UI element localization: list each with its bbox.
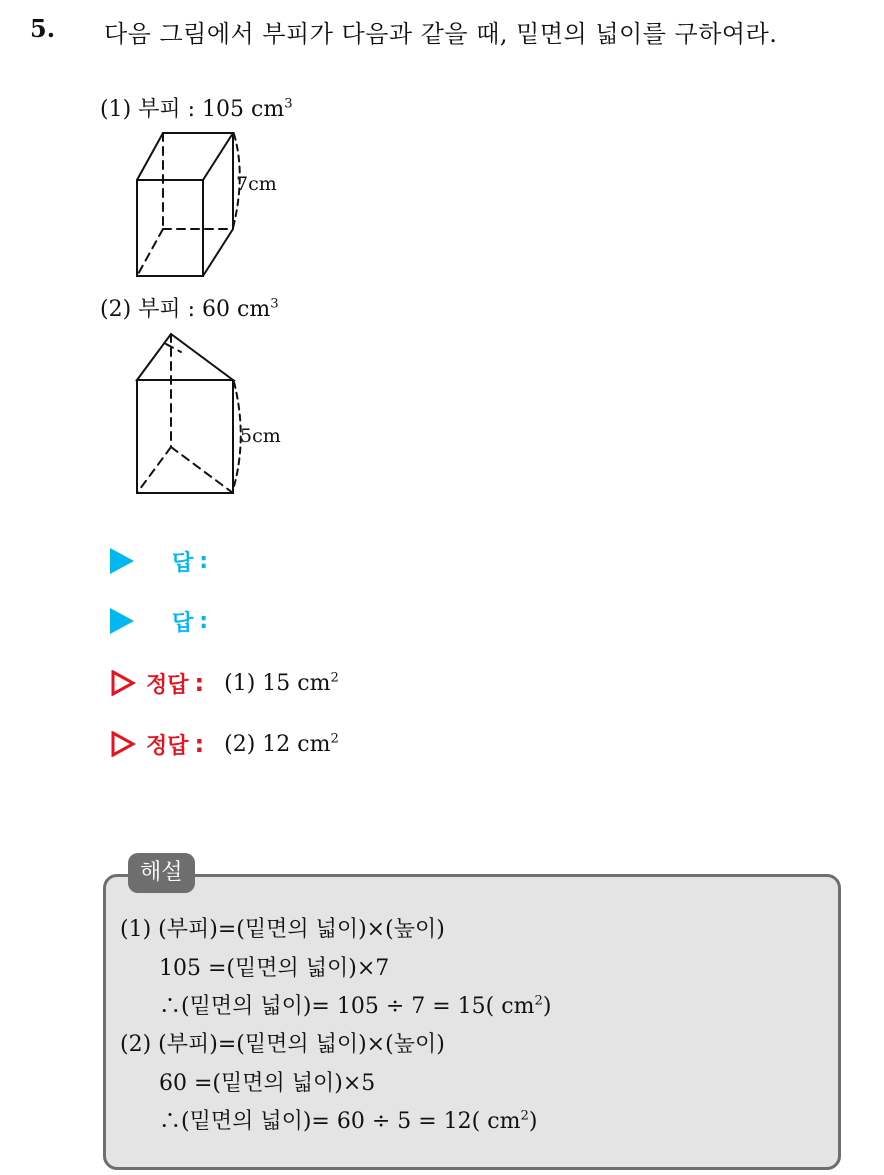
- answer-label: 답: [172, 610, 194, 636]
- outline-arrow-icon: [110, 731, 136, 757]
- solution-line: ∴(밑면의 넓이)= 60 ÷ 5 = 12( $cm^2$): [159, 1108, 538, 1134]
- solution-title: 해설: [128, 853, 195, 893]
- play-arrow-icon: [110, 608, 134, 634]
- correct-answer-1: [110, 666, 339, 700]
- correct-answer-value: (2) 12 $cm^2$: [224, 730, 339, 757]
- question-text: 다음 그림에서 부피가 다음과 같을 때, 밑면의 넓이를 구하여라.: [104, 20, 778, 48]
- prism-height-label: 5cm: [240, 425, 281, 447]
- subquestion-2-label: (2) 부피 : 60 $cm^3$: [100, 296, 279, 322]
- outline-arrow-icon: [110, 670, 136, 696]
- answer-colon: :: [199, 608, 209, 634]
- answer-colon: :: [199, 548, 209, 574]
- answer-label: 답: [172, 550, 194, 576]
- correct-answer-label: 정답: [146, 733, 189, 759]
- question-number: 5.: [30, 14, 56, 43]
- answer-prompt-1: [110, 544, 208, 578]
- answer-prompt-2: [110, 604, 208, 638]
- solution-line: 60 =(밑면의 넓이)×5: [159, 1071, 376, 1096]
- correct-answer-label: 정답: [146, 672, 189, 698]
- solution-line: (2) (부피)=(밑면의 넓이)×(높이): [120, 1032, 445, 1057]
- solution-line: ∴(밑면의 넓이)= 105 ÷ 7 = 15( $cm^2$): [159, 993, 552, 1019]
- play-arrow-icon: [110, 548, 134, 574]
- subquestion-1-label: (1) 부피 : 105 $cm^3$: [100, 96, 293, 122]
- prism-height-label: 7cm: [236, 173, 277, 195]
- correct-answer-value: (1) 15 $cm^2$: [224, 669, 339, 696]
- triangular-prism-figure: [0, 0, 884, 520]
- correct-answer-colon: :: [194, 669, 205, 697]
- correct-answer-colon: :: [194, 730, 205, 758]
- solution-line: (1) (부피)=(밑면의 넓이)×(높이): [120, 917, 445, 942]
- correct-answer-2: [110, 727, 339, 761]
- solution-line: 105 =(밑면의 넓이)×7: [159, 956, 390, 981]
